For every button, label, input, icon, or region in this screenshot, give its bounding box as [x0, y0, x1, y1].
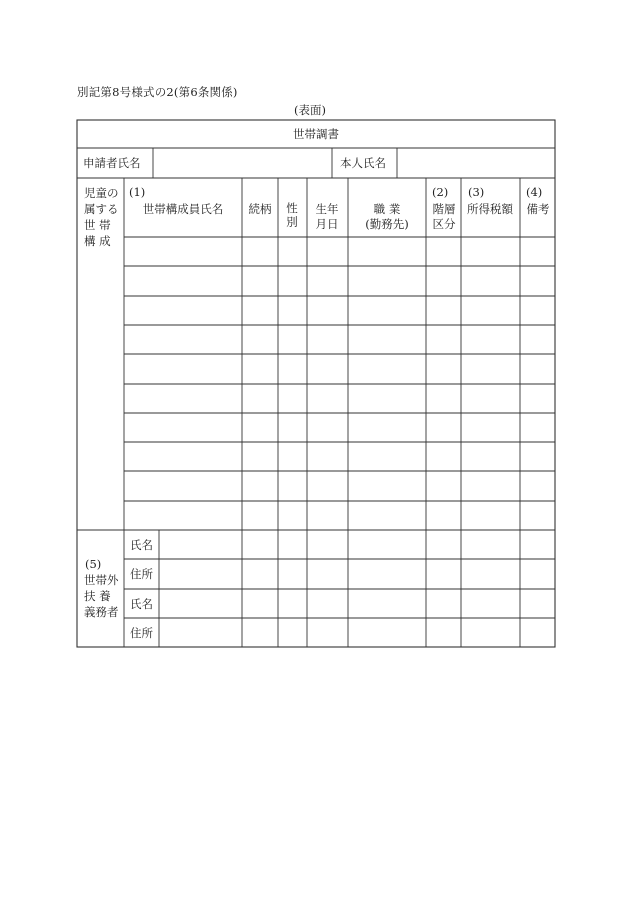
- occupation-header-line-1: 職 業: [373, 202, 401, 216]
- outside-label-line-2: 世帯外: [84, 573, 119, 587]
- tax-number: (3): [468, 185, 485, 199]
- tier-number: (2): [432, 185, 449, 199]
- member-name-header: 世帯構成員氏名: [142, 202, 224, 216]
- form-title: 世帯調書: [293, 127, 339, 141]
- birth-header-line-2: 月日: [315, 217, 339, 231]
- relation-header: 続柄: [248, 202, 272, 216]
- form-reference: 別記第8号様式の2(第6条関係): [77, 85, 238, 99]
- outside-label-line-1: (5): [85, 557, 102, 571]
- sex-header-line-1: 性: [286, 201, 298, 215]
- household-label-line-2: 属する: [84, 202, 119, 216]
- outside-name-label-2: 氏名: [130, 597, 153, 611]
- outside-address-label-2: 住所: [130, 626, 153, 640]
- outside-name-label-1: 氏名: [130, 538, 153, 552]
- person-name-label: 本人氏名: [340, 156, 386, 170]
- outside-label-line-3: 扶 養: [84, 589, 111, 603]
- side-label: (表面): [294, 103, 326, 117]
- tier-header-line-2: 区分: [432, 217, 456, 231]
- sex-header-line-2: 別: [286, 215, 298, 229]
- birth-header-line-1: 生年: [315, 202, 339, 216]
- outside-address-label-1: 住所: [130, 567, 153, 581]
- remarks-number: (4): [526, 185, 543, 199]
- applicant-name-label: 申請者氏名: [83, 156, 141, 170]
- outside-label-line-4: 義務者: [84, 605, 119, 619]
- occupation-header-line-2: (勤務先): [365, 217, 409, 231]
- household-label-line-1: 児童の: [84, 186, 119, 200]
- household-label-line-4: 構 成: [84, 234, 111, 248]
- household-label-line-3: 世 帯: [84, 218, 111, 232]
- remarks-header: 備考: [526, 202, 550, 216]
- tier-header-line-1: 階層: [432, 202, 456, 216]
- member-name-number: (1): [129, 185, 146, 199]
- tax-header: 所得税額: [467, 202, 513, 216]
